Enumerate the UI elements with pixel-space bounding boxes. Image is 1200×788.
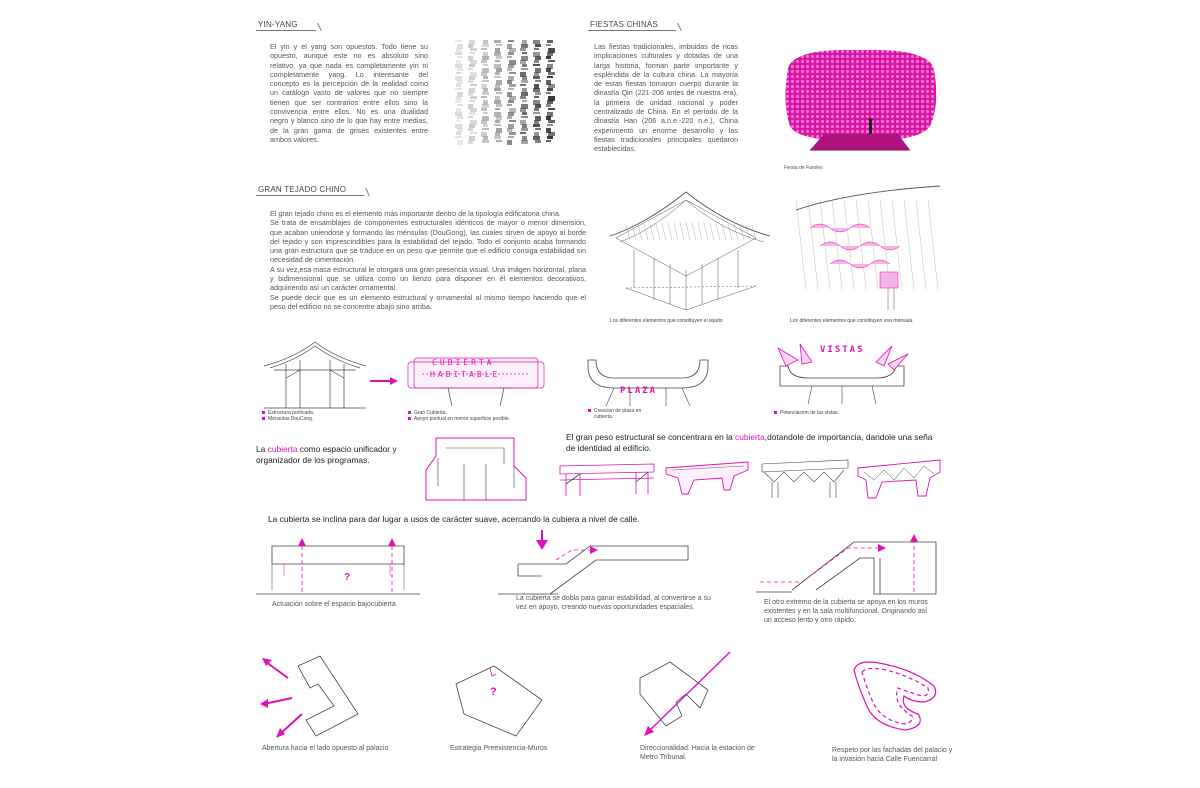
tejado-paragraph: Se trata de ensamblajes de componentes estructurales idénticos de mayor o menor dimensión, que acaban uniendose y formando las ménsulas (DouGong), las cuales sirven de apoyo al borde del tejado y son imprescindibles para la estabilidad del tejado. Todo el conjunto acaba formando una gran estructura que se traduce en un peso que permite que el edificio consiga estabilidad sin necesidad de cimentación. [270,218,586,265]
step2-line: Gran Cubierta. [414,410,447,416]
step1-line: Ménsulas DouCong. [268,416,314,422]
brush-stroke [494,40,502,142]
fiestas-text: Las fiestas tradicionales, imbuidas de ricas implicaciones culturales y dotadas de una larga historia, forman parte importante y espléndida de la cultura china. La mayoría de estas fiestas tomaron cuerpo durante la dinastía Qin (221-206 antes de nuestra era), la primera de unidad nacional y poder centralizado de China. En el período de la dinastía Han (206 a.n.e.-220 n.e.), China experimentó un enorme desarrollo y las fiestas tradicionales principales quedaron establecidas. [594,42,738,154]
section3-caption: El otro extremo de la cubierta se apoya en los muros existentes y en la sala multifuncional. Originando así un acceso lento y otro rápido. [764,599,928,624]
brush-stroke [481,40,489,143]
statement-text: La [256,444,268,454]
brush-stroke [455,40,463,145]
inclina-statement: La cubierta se inclina para dar lugar a usos de carácter suave, acercando la cubiera a nivel de calle. [268,514,640,524]
section1-caption: Actuación sobre el espacio bajocubierta [272,601,396,608]
yin-yang-text: El yin y el yang son opuestos. Todo tiene su opuesto, aunque este no es absoluto sino relativo, ya que nada es completamente yin ni completamente yang. Lo interesante del concepto es la percepción de la realidad como un catálogo vasto de valores que no siempre tienen que ser contrarios entre ellos sino la convivencia entre ellos. No es una dualidad negro y blanco sino de lo que hay entre medias, de la gran gama de grises existentes entre ambos valores. [270,42,428,144]
brush-stroke [507,40,516,145]
bracket-dougong-drawing [790,180,942,312]
habitable-label: HABITABLE [430,370,501,379]
plan4-caption: Respeto por las fachadas del palacio y la invasión hacia Calle Fuencarral [832,747,953,763]
fiestas-heading: FIESTAS CHINAS [588,20,676,31]
roof-drawing-caption: Los diferentes elementos que constituyen el tejado. [610,318,724,324]
structure-sketch-4 [856,456,942,500]
statement-highlight: cubierta [735,432,765,442]
plaza-label: PLAZA [620,386,658,396]
vistas-label: VISTAS [820,345,865,355]
unifying-roof-volume [424,436,528,502]
brush-stroke [546,40,555,142]
structure-sketch-2 [664,460,750,498]
tejado-paragraph: Se puede decir que es un elemento estructural y ornamental al mismo tiempo haciendo que el peso del edificio no se concentre abajo sino arriba. [270,292,586,311]
tejado-paragraph: El gran tejado chino es el elemento más importante dentro de la tipología edificatoria china. [270,209,561,218]
question-mark: ? [344,572,351,583]
plan-diagram-3 [636,646,738,738]
grayscale-brush-strokes [450,36,560,146]
plan-question-mark: ? [490,686,497,698]
cubierta-label: CUBIERTA [432,358,495,367]
step1-notes [262,410,314,422]
step3-line: cubierta. [594,414,614,420]
brush-stroke [533,40,541,143]
step2-notes [408,410,510,422]
plan2-caption: Estrategia Preexistencia-Muros [450,745,548,752]
cubierta-statement [256,444,412,466]
section2-caption: La cubierta se dobla para ganar estabilidad, al convertirse a su vez en apoyo, creando nuevas oportunidades espaciales. [516,595,711,611]
section-diagram-2 [498,528,696,598]
bracket-drawing-caption: Los diferentes elementos que constituyen una ménsula. [790,318,914,324]
plan-diagram-4 [844,656,942,734]
section-diagram-1 [256,534,420,598]
plan3-caption: Direccionalidad. Hacia la estación de Metro Tribunal. [640,745,755,761]
step4-notes [774,410,839,416]
roof-structure-drawing [606,178,778,312]
statement-highlight: cubierta [267,444,298,454]
tejado-text [270,209,586,311]
step1-line: Estructura porticada. [268,410,315,416]
structure-sketch-1 [560,460,656,496]
lantern-festival-photo [780,44,940,164]
section-diagram-3 [756,530,940,598]
peso-statement [566,432,940,454]
plan-diagram-2 [454,664,544,738]
brush-stroke [520,40,528,144]
pavilion-section-diagram [264,338,366,408]
step4-line: Potenciacion de las vistas. [780,410,839,416]
statement-text: ,dotandole de importancia, dandole una seña de identidad al edificio. [566,432,933,453]
plaza-roof-diagram [586,358,710,408]
structure-sketch-3 [760,458,850,498]
lantern-photo-caption: Fiesta de Faroles [784,165,823,171]
tejado-paragraph: A su vez,esa masa estructural le otorgará una gran presencia visual. Una imágen horizontal, plana y bidimensional que se utiliza como un lienzo para disponer en él elementos decorativos, adquiriendo así un carácter ornamental. [270,264,586,293]
step3-line: Creacion de plaza en [594,408,642,414]
statement-text: El gran peso estructural se concentrara en la [566,432,735,442]
yin-yang-heading: YIN-YANG [256,20,316,31]
statement-text: como espacio unificador y organizador de los programas. [256,444,397,465]
plan-diagram-1 [258,654,368,744]
step2-line: Apoyo puntual en menor superficie posible. [414,416,510,422]
step3-notes [588,408,641,420]
tejado-heading: GRAN TEJADO CHINO [256,185,364,196]
plan1-caption: Abertura hacia el lado opuesto al palacio [262,745,389,752]
brush-stroke [468,40,477,144]
arrow-icon [370,376,400,386]
